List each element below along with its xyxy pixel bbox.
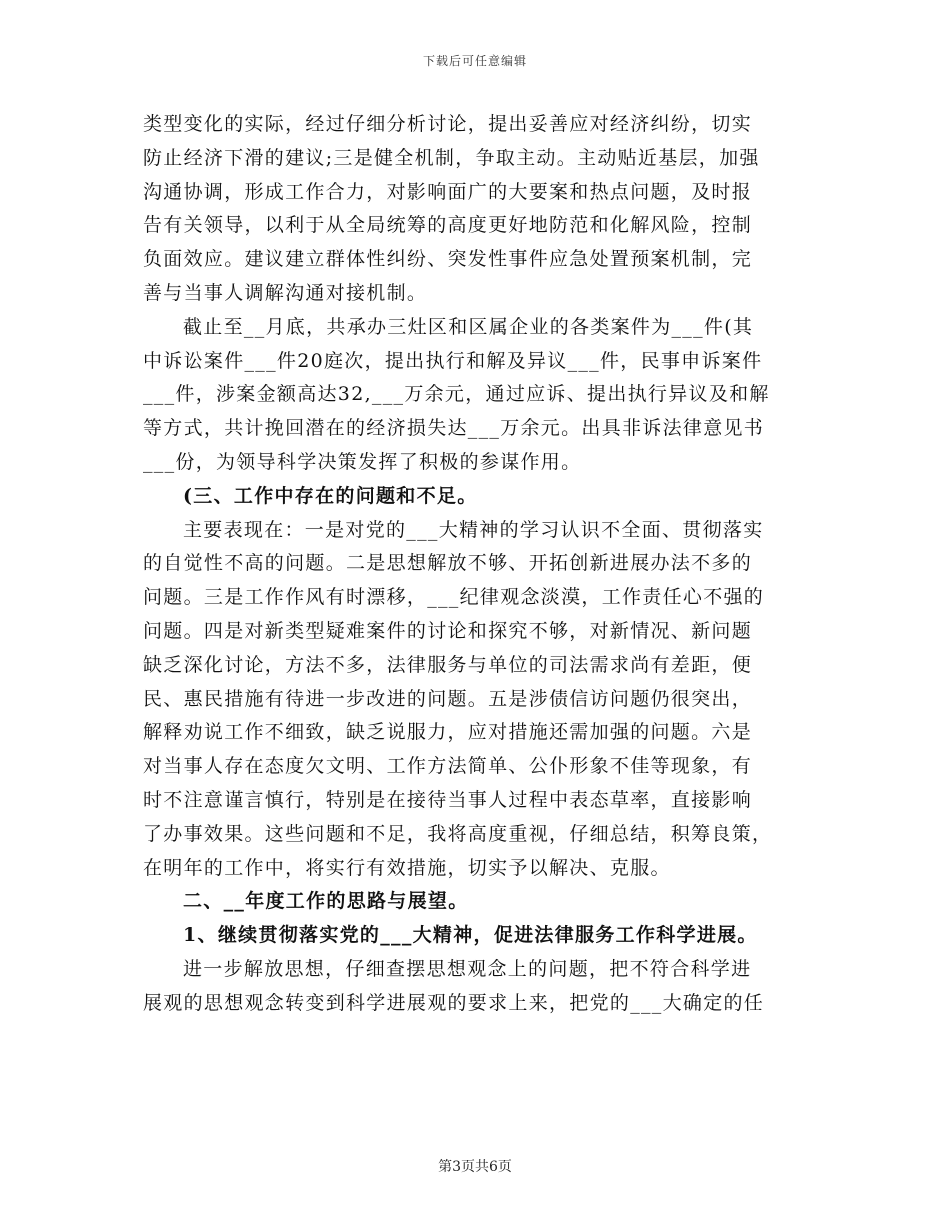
text-line: 类型变化的实际，经过仔细分析讨论，提出妥善应对经济纠纷，切实 — [143, 113, 753, 135]
text-line: 告有关领导，以利于从全局统筹的高度更好地防范和化解风险，控制 — [143, 214, 753, 237]
section-heading: (三、工作中存在的问题和不足。 — [183, 484, 478, 507]
text-line: 问题。三是工作作风有时漂移，___纪律观念淡漠，工作责任心不强的 — [143, 586, 765, 609]
text-line: 负面效应。建议建立群体性纠纷、突发性事件应急处置预案机制，完 — [143, 248, 753, 271]
text-line: 对当事人存在态度欠文明、工作方法简单、公仆形象不佳等现象，有 — [143, 755, 753, 778]
text-line: 在明年的工作中，将实行有效措施，切实予以解决、克服。 — [143, 856, 671, 879]
text-line: 主要表现在：一是对党的___大精神的学习认识不全面、贯彻落实 — [183, 518, 764, 541]
text-line: ___件，涉案金额高达32,___万余元，通过应诉、提出执行异议及和解 — [143, 383, 770, 406]
text-line: 时不注意谨言慎行，特别是在接待当事人过程中表态草率，直接影响 — [143, 788, 753, 811]
text-line: ___份，为领导科学决策发挥了积极的参谋作用。 — [143, 450, 582, 473]
text-line: 解释劝说工作不细致，缺乏说服力，应对措施还需加强的问题。六是 — [143, 721, 753, 744]
text-line: 沟通协调，形成工作合力，对影响面广的大要案和热点问题，及时报 — [143, 180, 753, 203]
text-line: 的自觉性不高的问题。二是思想解放不够、开拓创新进展办法不多的 — [143, 552, 753, 575]
text-line: 中诉讼案件___件20庭次，提出执行和解及异议___件，民事申诉案件 — [143, 349, 763, 372]
text-line: 展观的思想观念转变到科学进展观的要求上来，把党的___大确定的任 — [143, 991, 765, 1014]
text-line: 截止至__月底，共承办三灶区和区属企业的各类案件为___件(其 — [183, 315, 754, 338]
text-line: 善与当事人调解沟通对接机制。 — [143, 281, 428, 304]
text-line: 等方式，共计挽回潜在的经济损失达___万余元。出具非诉法律意见书 — [143, 417, 765, 440]
document-body — [143, 108, 808, 1021]
text-line: 缺乏深化讨论，方法不多，法律服务与单位的司法需求尚有差距，便 — [143, 653, 753, 676]
page-number: 第3页共6页 — [438, 1159, 512, 1175]
text-line: 了办事效果。这些问题和不足，我将高度重视，仔细总结，积筹良策， — [143, 822, 773, 845]
text-line: 进一步解放思想，仔细查摆思想观念上的问题，把不符合科学进 — [183, 957, 752, 980]
text-line: 防止经济下滑的建议;三是健全机制，争取主动。主动贴近基层，加强 — [143, 146, 760, 169]
page-header: 下载后可任意编辑 — [422, 54, 527, 68]
text-line: 民、惠民措施有待进一步改进的问题。五是涉债信访问题仍很突出， — [143, 687, 753, 710]
section-heading: 二、__年度工作的思路与展望。 — [183, 890, 469, 913]
text-line: 问题。四是对新类型疑难案件的讨论和探究不够，对新情况、新问题 — [143, 619, 753, 642]
subsection-heading: 1、继续贯彻落实党的___大精神，促进法律服务工作科学进展。 — [183, 924, 758, 947]
